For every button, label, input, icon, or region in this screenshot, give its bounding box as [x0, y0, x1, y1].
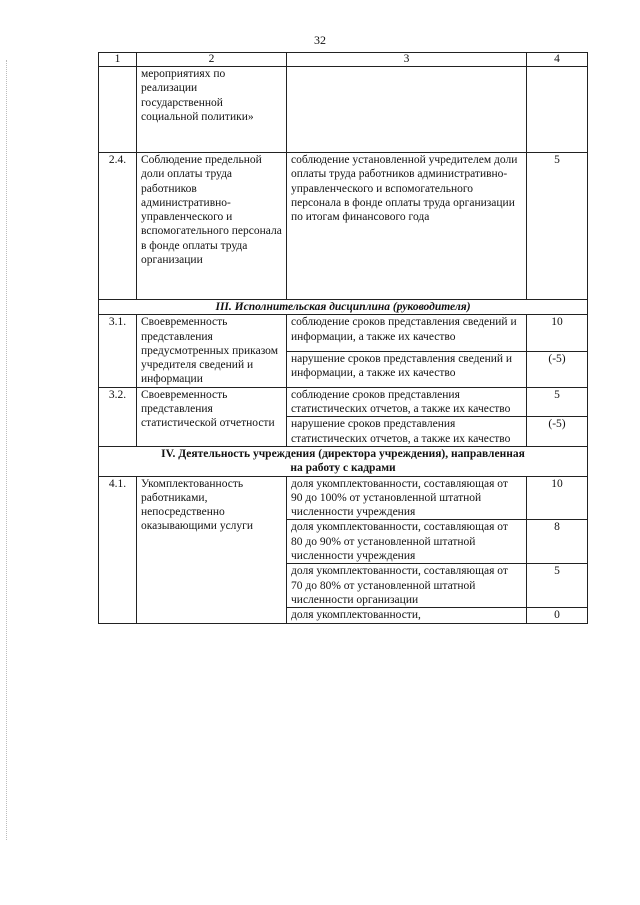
page-number: 32 — [314, 33, 326, 47]
condition-cell: соблюдение сроков представления сведений и информации, а также их качество — [287, 315, 527, 351]
scan-margin-line — [6, 60, 8, 840]
condition-cell: нарушение сроков представления сведений и информации, а также их качество — [287, 351, 527, 387]
row-number: 3.2. — [99, 387, 137, 446]
criterion-cell: Соблюдение предельной доли оплаты труда работников административно-управленческого и вспомогательного персонала в фонде оплаты труда организации — [137, 153, 287, 300]
condition-cell: доля укомплектованности, — [287, 608, 527, 623]
score-cell: 0 — [527, 608, 588, 623]
score-cell — [527, 67, 588, 153]
score-cell: 5 — [527, 153, 588, 300]
criterion-cell: Укомплектованность работниками, непосредственно оказывающими услуги — [137, 476, 287, 623]
section-heading: III. Исполнительская дисциплина (руководителя) — [99, 300, 588, 315]
condition-cell: доля укомплектованности, составляющая от 90 до 100% от установленной штатной численности учреждения — [287, 476, 527, 520]
score-cell: 5 — [527, 564, 588, 608]
condition-cell — [287, 67, 527, 153]
condition-cell: нарушение сроков представления статистических отчетов, а также их качество — [287, 417, 527, 447]
row-number: 4.1. — [99, 476, 137, 623]
table-row — [99, 387, 588, 417]
column-header-1: 1 — [99, 53, 137, 67]
criterion-cell: Своевременность представления статистической отчетности — [137, 387, 287, 446]
score-cell: 10 — [527, 315, 588, 351]
criterion-cell: мероприятиях по реализации государственной социальной политики» — [137, 67, 287, 153]
table-row — [99, 67, 588, 153]
section-heading-row — [99, 300, 588, 315]
table-row — [99, 153, 588, 300]
table-header-row — [99, 53, 588, 67]
criteria-table — [98, 52, 588, 624]
score-cell: (-5) — [527, 351, 588, 387]
section-heading — [99, 446, 588, 476]
score-cell: 5 — [527, 387, 588, 417]
score-cell: 10 — [527, 476, 588, 520]
table-row — [99, 476, 588, 520]
condition-cell: соблюдение сроков представления статистических отчетов, а также их качество — [287, 387, 527, 417]
row-number — [99, 67, 137, 153]
condition-cell: доля укомплектованности, составляющая от 70 до 80% от установленной штатной численности организации — [287, 564, 527, 608]
column-header-4: 4 — [527, 53, 588, 67]
row-number: 2.4. — [99, 153, 137, 300]
column-header-3: 3 — [287, 53, 527, 67]
row-number: 3.1. — [99, 315, 137, 387]
condition-cell: доля укомплектованности, составляющая от 80 до 90% от установленной штатной численности учреждения — [287, 520, 527, 564]
column-header-2: 2 — [137, 53, 287, 67]
section-heading-line: на работу с кадрами — [290, 462, 396, 475]
condition-cell: соблюдение установленной учредителем доли оплаты труда работников административно-управленческого и вспомогательного персонала в фонде оплаты труда организации по итогам финансового года — [287, 153, 527, 300]
table-row — [99, 315, 588, 351]
section-heading-row — [99, 446, 588, 476]
criterion-cell: Своевременность представления предусмотренных приказом учредителя сведений и информации — [137, 315, 287, 387]
section-heading-line: IV. Деятельность учреждения (директора учреждения), направленная — [161, 447, 525, 460]
score-cell: (-5) — [527, 417, 588, 447]
score-cell: 8 — [527, 520, 588, 564]
